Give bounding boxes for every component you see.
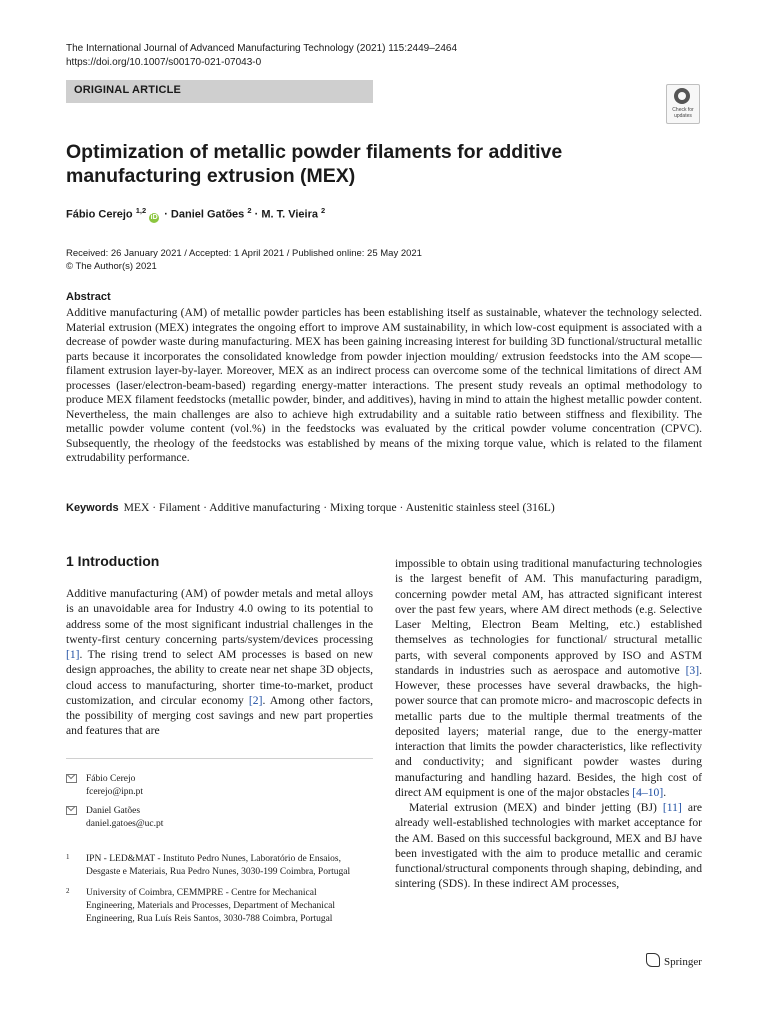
correspondence-entry [66,805,163,831]
article-type-label: ORIGINAL ARTICLE [74,84,182,96]
correspondent-name: Daniel Gatões [86,806,141,816]
paragraph-text: Additive manufacturing (AM) of powder metals and metal alloys is an unavoidable area for Industry 4.0 owing to its potential to address some of the most significant industrial challenges in the twenty-first century concerning parts/system/devices processing [66,587,373,646]
paragraph-text: impossible to obtain using traditional manufacturing technologies is the largest benefit of AM. This manufacturing paradigm, concerning powder metal AM, has attracted significant interest over the past few years, where AM direct methods (e.g. Selective Laser Melting, Electron Beam Melting, etc.) established themselves as technologies for functional/ structural metallic parts, with several components approved by ISO and ASTM standards in industries such as aerospace and automotive [395,557,702,677]
check-for-updates-icon [674,88,690,104]
paragraph-text: . Among other factors, the possibility of merging cost savings and new part properties and features that are [66,693,374,738]
author-affiliation-ref: 1,2 [135,206,147,215]
left-column-body [66,586,373,739]
paragraph [395,800,702,892]
author-affiliation-ref: 2 [321,206,326,215]
paragraph-text: . The rising trend to select AM processes is based on new design approaches, the ability to create near net shape 3D objects, cloud access to manufacturing, shorter time-to-market, product customization, and circular economy [66,648,373,707]
citation-link[interactable]: [3] [685,663,700,677]
article-title: Optimization of metallic powder filaments for additive manufacturing extrusion (MEX) [66,141,563,187]
publication-dates: Received: 26 January 2021 / Accepted: 1 April 2021 / Published online: 25 May 2021 [66,248,422,259]
paragraph-text: . However, these processes have several drawbacks, the high-power source that can promote micro- and macroscopic defects in metallic parts due to the multiple thermal treatments of the deposited layers; material range, due to the energy-matter interaction that limits the powder characteristics, like reflectivity and conductivity; and significant powder wastes during manufacturing and handling hazard. Besides, the high cost of direct AM equipment is one of the major obstacles [395,663,702,799]
paragraph-text: are already well-established technologies with market acceptance for the AM. Based on this successful background, MEX and BJ have been investigated with the aim to produce metallic and ceramic functional/structural components through shaping, debinding, and sintering (SDS). In these indirect AM processes, [395,801,702,891]
author-separator: · [254,208,259,221]
correspondent-email[interactable]: fcerejo@ipn.pt [86,787,144,797]
journal-citation: The International Journal of Advanced Manufacturing Technology (2021) 115:2449–2464 [66,43,458,54]
abstract-text: Additive manufacturing (AM) of metallic powder particles has been establishing itself as sustainable, whatever the technology selected. Material extrusion (MEX) integrates the ongoing effort to improve AM sustainability, in which low-cost equipment is associated with a decrease of powder waste during manufacturing. MEX has been gaining increasing interest for building 3D functional/structural metallic parts because it incorporates the consolidated knowledge from powder injection moulding/ extrusion feedstocks into the AM scope—filament extrusion layer-by-layer. Moreover, MEX as an indirect process can overcome some of the technical limitations of direct AM processes (laser/electron-beam-based) regarding energy-matter interactions. The present study reveals an optimal methodology to produce MEX filament feedstocks (metallic powder, binder, and additives), having in mind to attain the highest metallic powder content. Nevertheless, the main challenges are also to achieve high extrudability and a suitable ratio between stiffness and flexibility. The metallic powder volume content (vol.%) in the feedstocks was evaluated by the critical powder volume concentration (CPVC). Subsequently, the rheology of the feedstocks was established by means of the mixing torque value, which is related to the filament extrudability performance. [66,306,702,464]
correspondent-email[interactable]: daniel.gatoes@uc.pt [86,819,164,829]
author-name[interactable]: M. T. Vieira [261,208,318,221]
publisher-name: Springer [664,956,702,968]
affiliation-number: 1 [66,853,70,861]
section-heading: 1 Introduction [66,553,160,569]
right-column-body [395,556,702,892]
paragraph [395,556,702,800]
orcid-icon[interactable]: iD [150,213,158,221]
check-badge-line1: Check for [672,107,694,113]
affiliation [66,853,366,879]
springer-horse-icon [646,953,660,967]
author-name[interactable]: Daniel Gatões [170,208,245,221]
envelope-icon [66,774,77,783]
check-badge-line2: updates [674,113,692,119]
check-for-updates-badge[interactable] [666,84,700,124]
correspondent-name: Fábio Cerejo [86,774,136,784]
paragraph-text: Material extrusion (MEX) and binder jetting (BJ) [409,801,663,814]
abstract-heading: Abstract [66,291,111,303]
envelope-icon [66,806,77,815]
citation-link[interactable]: [2] [248,693,263,707]
copyright-notice: © The Author(s) 2021 [66,261,157,272]
doi-link[interactable]: https://doi.org/10.1007/s00170-021-07043-0 [66,57,262,68]
citation-link[interactable]: [1] [66,648,80,661]
citation-link[interactable]: [4–10] [632,785,664,799]
paragraph-text: . [663,785,667,799]
footnote-divider [66,758,373,759]
author-list [66,206,325,223]
affiliation [66,887,366,926]
keywords-list: MEX · Filament · Additive manufacturing · Mixing torque · Austenitic stainless steel (316L) [123,501,555,514]
keywords-label: Keywords [66,502,119,514]
author-name[interactable]: Fábio Cerejo [66,208,133,221]
affiliation-text: IPN - LED&MAT - Instituto Pedro Nunes, Laboratório de Ensaios, Desgaste e Materiais, Rua Pedro Nunes, 3030-199 Coimbra, Portugal [86,854,351,877]
affiliation-number: 2 [66,887,70,895]
author-separator: · [164,208,168,221]
paragraph [66,586,373,739]
correspondence-entry [66,773,143,799]
author-affiliation-ref: 2 [247,206,252,215]
keywords [66,501,706,514]
article-type-banner [66,80,373,103]
affiliation-text: University of Coimbra, CEMMPRE - Centre for Mechanical Engineering, Materials and Processes, Department of Mechanical Engineering, Rua Luís Reis Santos, 3030-788 Coimbra, Portugal [86,888,336,924]
citation-link[interactable]: [11] [662,801,682,814]
publisher-logo [646,953,702,968]
